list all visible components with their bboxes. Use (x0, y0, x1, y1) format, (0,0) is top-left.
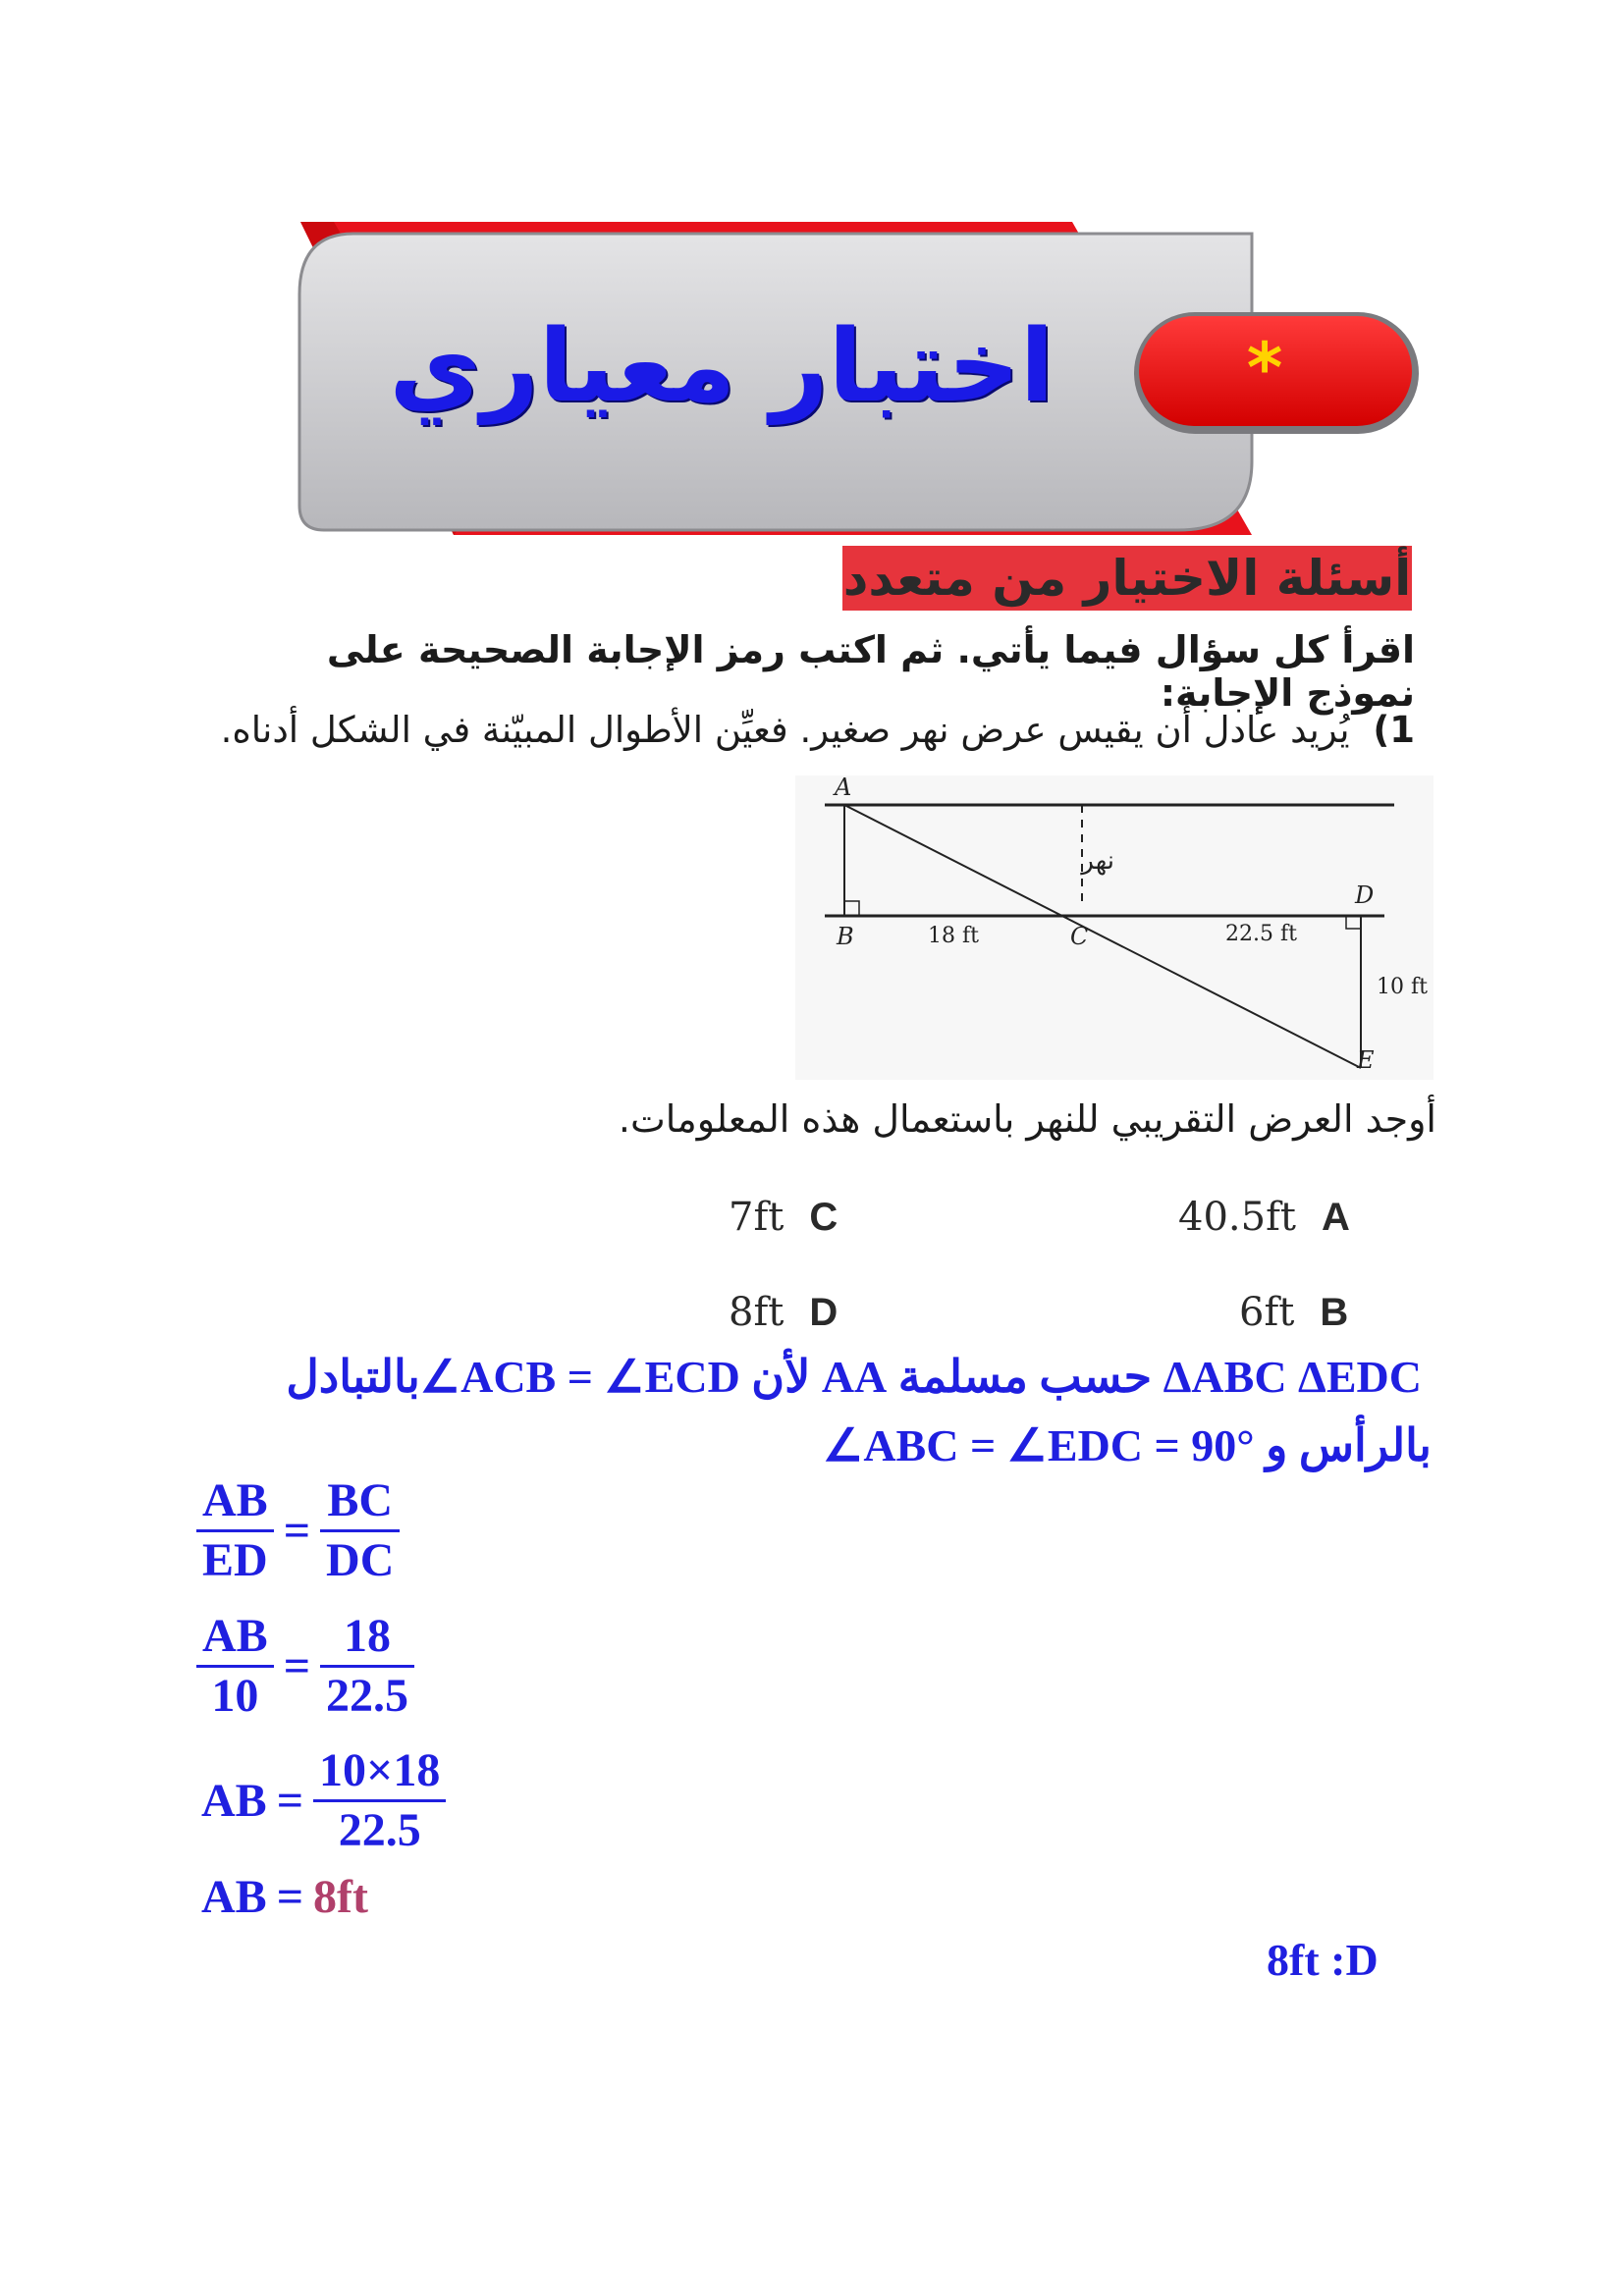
question-number: 1) (1373, 709, 1415, 751)
equals-sign: = (283, 1640, 311, 1692)
result-value: 8ft (313, 1871, 369, 1923)
choice-c-value: 7ft (729, 1195, 784, 1240)
fraction-ab-10 (196, 1608, 274, 1725)
fraction-product (313, 1742, 446, 1859)
sol-vertex: بالرأس و (1266, 1420, 1432, 1470)
numerator: AB (202, 1610, 268, 1662)
equals-sign: = (283, 1505, 311, 1557)
choice-d-letter: D (809, 1290, 839, 1334)
lhs: AB (201, 1871, 267, 1923)
instructions: اقرأ كل سؤال فيما يأتي. ثم اكتب رمز الإجابة الصحيحة على نموذج الإجابة: (326, 628, 1415, 715)
question-text: يُريد عادل أن يقيس عرض نهر صغير. فعيِّن الأطوال المبيّنة في الشكل أدناه. (220, 709, 1350, 751)
result-equation (201, 1870, 368, 1924)
numerator: 10×18 (319, 1744, 441, 1796)
numerator: BC (327, 1474, 394, 1526)
substitution-equation (196, 1608, 414, 1725)
sol-angle-1: ∠ACB = ∠ECD (419, 1352, 740, 1402)
choice-b-letter: B (1320, 1290, 1349, 1334)
solution-line-2 (155, 1418, 1432, 1471)
sol-alternate: بالتبادل (286, 1352, 420, 1402)
equals-sign: = (276, 1775, 304, 1827)
fraction-bc-dc (320, 1472, 400, 1589)
banner-artwork (0, 0, 1623, 550)
choice-c-letter: C (809, 1195, 839, 1239)
choice-a-value: 40.5ft (1178, 1195, 1296, 1240)
label-cd: 22.5 ft (1225, 922, 1297, 946)
sol-postulate: حسب مسلمة (897, 1352, 1153, 1402)
denominator: 10 (211, 1670, 259, 1722)
denominator: 22.5 (326, 1670, 409, 1722)
numerator: AB (202, 1474, 268, 1526)
label-a: A (835, 775, 852, 801)
label-c: C (1070, 923, 1089, 950)
label-e: E (1357, 1046, 1375, 1074)
star-icon: * (1246, 328, 1283, 408)
choice-b-value: 6ft (1239, 1290, 1295, 1335)
choice-a[interactable] (1178, 1192, 1350, 1243)
fraction-18-22-5 (320, 1608, 414, 1725)
sol-aa: AA (821, 1352, 888, 1402)
label-b: B (837, 923, 854, 950)
choice-c[interactable] (729, 1192, 838, 1243)
label-de: 10 ft (1377, 975, 1428, 999)
lhs: AB (201, 1775, 267, 1827)
choice-d-value: 8ft (729, 1290, 784, 1335)
choice-a-letter: A (1321, 1195, 1350, 1239)
solution-line-1 (145, 1350, 1422, 1403)
label-river: نهر (1081, 846, 1114, 876)
final-answer: 8ft :D (1267, 1935, 1379, 1985)
solve-equation (201, 1742, 446, 1859)
denominator: ED (202, 1534, 268, 1586)
fraction-ab-ed (196, 1472, 274, 1589)
proportion-equation (196, 1472, 400, 1589)
river-diagram (795, 775, 1434, 1080)
choice-d[interactable] (729, 1287, 838, 1338)
denominator: DC (326, 1534, 395, 1586)
choice-b[interactable] (1239, 1287, 1348, 1338)
question-1 (188, 709, 1415, 751)
denominator: 22.5 (338, 1804, 421, 1856)
equals-sign: = (276, 1871, 304, 1923)
sol-sim: ΔABC ΔEDC (1163, 1352, 1422, 1402)
banner-title: اختبار معياري (389, 308, 1055, 425)
numerator: 18 (344, 1610, 392, 1662)
sol-angle-2: ∠ABC = ∠EDC = 90° (823, 1420, 1255, 1470)
section-title: أسئلة الاختيار من متعدد (842, 546, 1412, 611)
label-bc: 18 ft (928, 924, 979, 948)
sol-because: لأن (751, 1352, 811, 1402)
find-prompt: أوجد العرض التقريبي للنهر باستعمال هذه المعلومات. (618, 1097, 1436, 1141)
label-d: D (1355, 881, 1375, 909)
